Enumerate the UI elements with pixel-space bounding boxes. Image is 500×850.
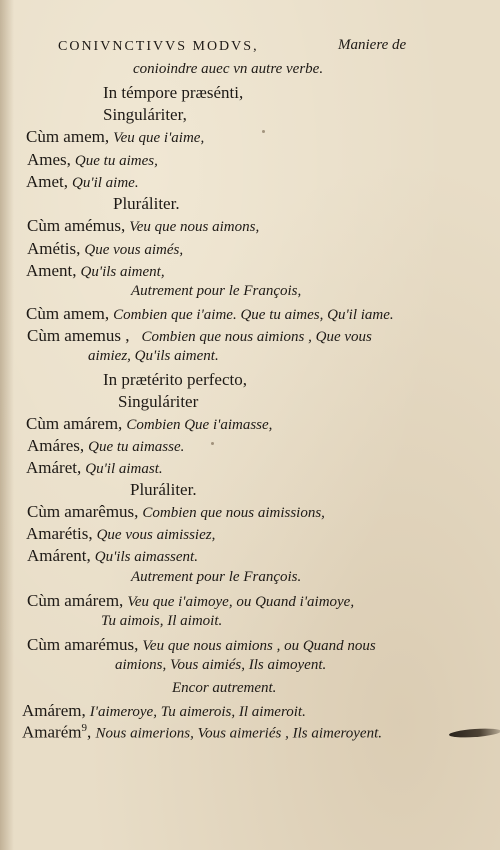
latin-form: Ames, — [27, 150, 71, 169]
french-gloss: Veu que nous aimions , ou Quand nous — [142, 638, 376, 654]
perfect-tense-heading: In prætérito perfecto, — [103, 370, 247, 389]
ink-smudge — [449, 727, 500, 739]
latin-form: Cùm amárem, — [26, 414, 123, 433]
latin-form: Amarém — [22, 722, 82, 742]
conjugation-row — [26, 173, 139, 191]
comma-separator: , — [86, 722, 96, 742]
french-gloss: Que tu aimasse. — [88, 439, 185, 455]
latin-form: Cùm amarêmus, — [27, 502, 139, 521]
conjugation-row — [27, 437, 184, 455]
conjugation-row — [26, 459, 163, 477]
french-gloss: I'aimeroye, Tu aimerois, Il aimeroit. — [89, 704, 306, 720]
latin-form: Amarétis, — [26, 524, 93, 543]
conjugation-row — [26, 262, 165, 280]
french-gloss: Veu que i'aimoye, ou Quand i'aimoye, — [127, 594, 355, 610]
latin-form: Cùm amarémus, — [27, 635, 139, 654]
latin-form: Cùm amem, — [26, 127, 110, 146]
french-gloss-continued: Tu aimois, Il aimoit. — [101, 613, 223, 629]
french-gloss: Que tu aimes, — [74, 153, 158, 169]
latin-form: Amet, — [26, 172, 69, 191]
paper-speck — [262, 130, 265, 133]
french-gloss: Qu'ils aiment, — [80, 264, 165, 280]
french-gloss: Combien Que i'aimasse, — [126, 417, 273, 433]
plural-heading: Pluráliter. — [113, 194, 180, 213]
latin-form: Amáres, — [27, 436, 85, 455]
conjugation-row — [27, 240, 183, 258]
plural-heading: Pluráliter. — [130, 480, 197, 499]
conjugation-row — [26, 128, 204, 146]
conjugation-row — [26, 415, 272, 433]
french-gloss: Combien que nous aimions , Que vous — [141, 329, 372, 345]
french-gloss: Que vous aimés, — [84, 242, 184, 258]
latin-form: Cùm amémus, — [27, 216, 126, 235]
latin-form: Amáret, — [26, 458, 82, 477]
french-gloss: Veu que i'aime, — [113, 130, 205, 146]
french-gloss: Nous aimerions, Vous aimeriés , Ils aimeroyent. — [95, 725, 382, 742]
french-gloss-continued: aimions, Vous aimiés, Ils aimoyent. — [115, 657, 327, 673]
singular-heading: Singuláriter — [118, 392, 199, 411]
conjugation-row — [27, 151, 158, 169]
conjugation-row — [26, 525, 215, 543]
french-gloss-continued: aimiez, Qu'ils aiment. — [88, 348, 219, 364]
french-gloss: Combien que nous aimissions, — [142, 505, 325, 521]
conjugation-row — [26, 305, 394, 323]
conjugation-row — [27, 592, 354, 610]
singular-heading: Singuláriter, — [103, 105, 187, 124]
further-alternative-heading: Encor autrement. — [172, 680, 277, 696]
conjugation-row — [27, 217, 259, 235]
running-subtitle: conioindre auec vn autre verbe. — [133, 61, 324, 77]
conjugation-row — [22, 723, 382, 741]
abbreviation-mark: 9 — [81, 722, 87, 734]
conjugation-row — [27, 503, 325, 521]
french-gloss: Combien que i'aime. Que tu aimes, Qu'il iame. — [113, 307, 394, 323]
french-gloss: Qu'il aimast. — [85, 461, 163, 477]
latin-form: Cùm amem, — [26, 304, 110, 323]
paper-speck — [211, 442, 214, 445]
french-gloss: Veu que nous aimons, — [129, 219, 260, 235]
conjugation-row — [22, 702, 306, 720]
running-title-french: Maniere de — [338, 37, 407, 53]
french-gloss: Qu'ils aimassent. — [94, 549, 198, 565]
latin-form: Ament, — [26, 261, 77, 280]
french-gloss: Que vous aimissiez, — [96, 527, 216, 543]
latin-form: Cùm amemus , — [27, 326, 130, 345]
latin-form: Cùm amárem, — [27, 591, 124, 610]
present-tense-heading: In témpore præsénti, — [103, 83, 244, 102]
french-gloss: Qu'il aime. — [72, 175, 139, 191]
conjugation-row — [27, 547, 198, 565]
running-title: CONIVNCTIVVS MODVS, — [58, 39, 259, 54]
alternative-french-heading: Autrement pour le François. — [131, 569, 302, 585]
conjugation-row — [27, 636, 376, 654]
latin-form: Amétis, — [27, 239, 81, 258]
page-gutter-shadow — [0, 0, 14, 850]
latin-form: Amárent, — [27, 546, 91, 565]
conjugation-row — [27, 327, 372, 345]
alternative-french-heading: Autrement pour le François, — [131, 283, 302, 299]
latin-form: Amárem, — [22, 701, 86, 720]
